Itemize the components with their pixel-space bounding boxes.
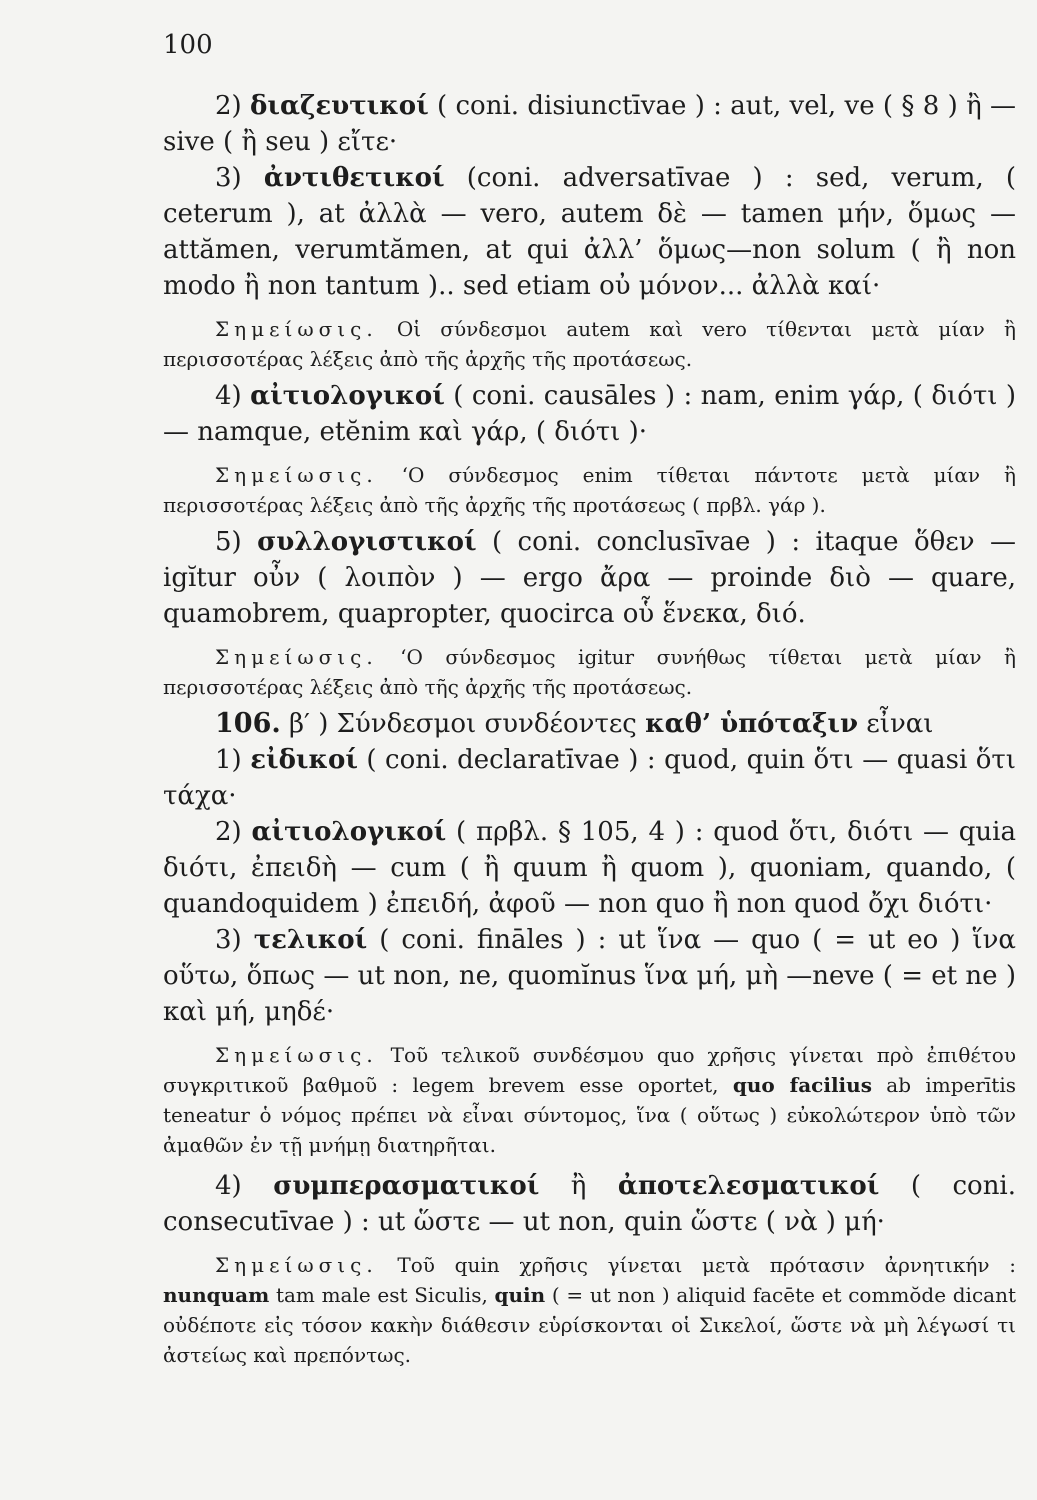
annotation-note [163, 460, 1016, 520]
note-label: Σημείωσις. [215, 463, 378, 487]
text-run: β′ ) Σύνδεσμοι συνδέοντες [280, 709, 646, 739]
annotation-note [163, 642, 1016, 702]
text-paragraph [163, 378, 1016, 450]
bold-term: ἀντιθετικοί [263, 163, 445, 193]
text-run: ‘Ο σύνδεσμος igitur συνήθως τίθεται μετὰ μίαν ἢ περισσοτέρας λέξεις ἀπὸ τῆς ἀρχῆς τῆς προτάσεως. [163, 645, 1016, 699]
bold-term: αἰτιολογικοί [251, 817, 447, 847]
text-run: ( coni. disiunctīvae ) : aut, vel, ve ( § 8 ) ἢ —sive ( ἢ seu ) εἴτε· [163, 91, 1016, 157]
text-paragraph [163, 742, 1016, 814]
section-number: 106. [215, 708, 281, 739]
text-run: Οἱ σύνδεσμοι autem καὶ vero τίθενται μετὰ μίαν ἢ περισσοτέρας λέξεις ἀπὸ τῆς ἀρχῆς τῆς προτάσεως. [163, 317, 1016, 371]
bold-term: quo facilius [732, 1073, 872, 1097]
text-run: ( coni. declaratīvae ) : quod, quin ὅτι — quasi ὅτι τάχα· [163, 745, 1016, 811]
text-run: 2) [215, 817, 252, 847]
annotation-note [163, 1040, 1016, 1160]
bold-term: καθ’ ὑπόταξιν [645, 709, 859, 739]
text-run: ( coni. consecutīvae ) : ut ὥστε — ut non, quin ὥστε ( νὰ ) μή· [163, 1171, 1017, 1237]
annotation-note [163, 314, 1016, 374]
text-run: ‘Ο σύνδεσμος enim τίθεται πάντοτε μετὰ μίαν ἢ περισσοτέρας λέξεις ἀπὸ τῆς ἀρχῆς τῆς προτάσεως ( πρβλ. γάρ ). [163, 463, 1016, 517]
note-label: Σημείωσις. [215, 1253, 378, 1277]
page-number: 100 [163, 30, 213, 60]
main-text [163, 88, 1016, 1374]
text-paragraph [163, 88, 1016, 160]
note-label: Σημείωσις. [215, 645, 378, 669]
text-run: ( coni. fināles ) : ut ἵνα — quo ( = ut eo ) ἵνα οὕτω, ὅπως — ut non, ne, quomĭnus ἵνα μή, μὴ —neve ( = et ne ) καὶ μή, μηδέ· [163, 925, 1016, 1027]
text-paragraph [163, 706, 1016, 742]
text-paragraph [163, 814, 1016, 922]
bold-term: ἀποτελεσματικοί [617, 1171, 880, 1201]
text-paragraph [163, 160, 1016, 304]
bold-term: διαζευτικοί [250, 91, 429, 121]
text-run: tam male est Siculis, [269, 1283, 495, 1307]
text-run: ( = ut non ) aliquid facēte et commŏde dicant οὐδέποτε εἰς τόσον κακὴν διάθεσιν εὑρίσκονται οἱ Σικελοί, ὥστε νὰ μὴ λέγωσί τι ἀστείως καὶ πρεπόντως. [163, 1283, 1016, 1367]
bold-term: nunquam [163, 1283, 270, 1307]
text-run: 3) [215, 163, 264, 193]
note-label: Σημείωσις. [215, 1043, 378, 1067]
bold-term: συμπερασματικοί [273, 1171, 540, 1201]
bold-term: quin [494, 1283, 546, 1307]
text-paragraph [163, 524, 1016, 632]
bold-term: αἰτιολογικοί [250, 381, 445, 411]
text-run: 4) [215, 1171, 274, 1201]
text-run: ἢ [539, 1171, 618, 1201]
bold-term: συλλογιστικοί [257, 527, 477, 557]
text-run: Τοῦ quin χρῆσις γίνεται μετὰ πρότασιν ἀρνητικήν : [377, 1253, 1016, 1277]
bold-term: εἰδικοί [250, 745, 358, 775]
note-label: Σημείωσις. [215, 317, 378, 341]
text-run: 3) [215, 925, 254, 955]
bold-term: τελικοί [253, 925, 368, 955]
text-run: Τοῦ τελικοῦ συνδέσμου quo χρῆσις γίνεται πρὸ ἐπιθέτου συγκριτικοῦ βαθμοῦ : legem brevem esse oportet, [163, 1043, 1016, 1097]
text-paragraph [163, 1168, 1016, 1240]
text-run: (coni. adversatīvae ) : sed, verum, ( ceterum ), at ἀλλὰ — vero, autem δὲ — tamen μήν, ὅμως — attămen, verumtămen, at qui ἀλλ’ ὅμως—non solum ( ἢ non modo ἢ non tantum ).. sed etiam οὐ μόνον... ἀλλὰ καί· [163, 163, 1016, 301]
text-run: 1) [215, 745, 251, 775]
text-run: 2) [215, 91, 251, 121]
text-paragraph [163, 922, 1016, 1030]
text-run: εἶναι [858, 709, 934, 739]
annotation-note [163, 1250, 1016, 1370]
text-run: 4) [215, 381, 251, 411]
text-run: ( coni. conclusīvae ) : itaque ὅθεν — igĭtur οὖν ( λοιπὸν ) — ergo ἄρα — proinde διὸ — quare, quamobrem, quapropter, quocirca οὗ ἕνεκα, διό. [163, 527, 1016, 629]
text-run: ( πρβλ. § 105, 4 ) : quod ὅτι, διότι — quia διότι, ἐπειδὴ — cum ( ἢ quum ἢ quom ), quoniam, quando, ( quandoquidem ) ἐπειδή, ἀφοῦ — non quo ἢ non quod ὄχι διότι· [163, 817, 1016, 919]
text-run: ( coni. causāles ) : nam, enim γάρ, ( διότι ) — namque, etĕnim καὶ γάρ, ( διότι )· [163, 381, 1016, 447]
text-run: 5) [215, 527, 258, 557]
text-run: ab imperītis teneatur ὁ νόμος πρέπει νὰ εἶναι σύντομος, ἵνα ( οὕτως ) εὐκολώτερον ὑπὸ τῶν ἀμαθῶν ἐν τῇ μνήμῃ διατηρῆται. [163, 1073, 1016, 1157]
